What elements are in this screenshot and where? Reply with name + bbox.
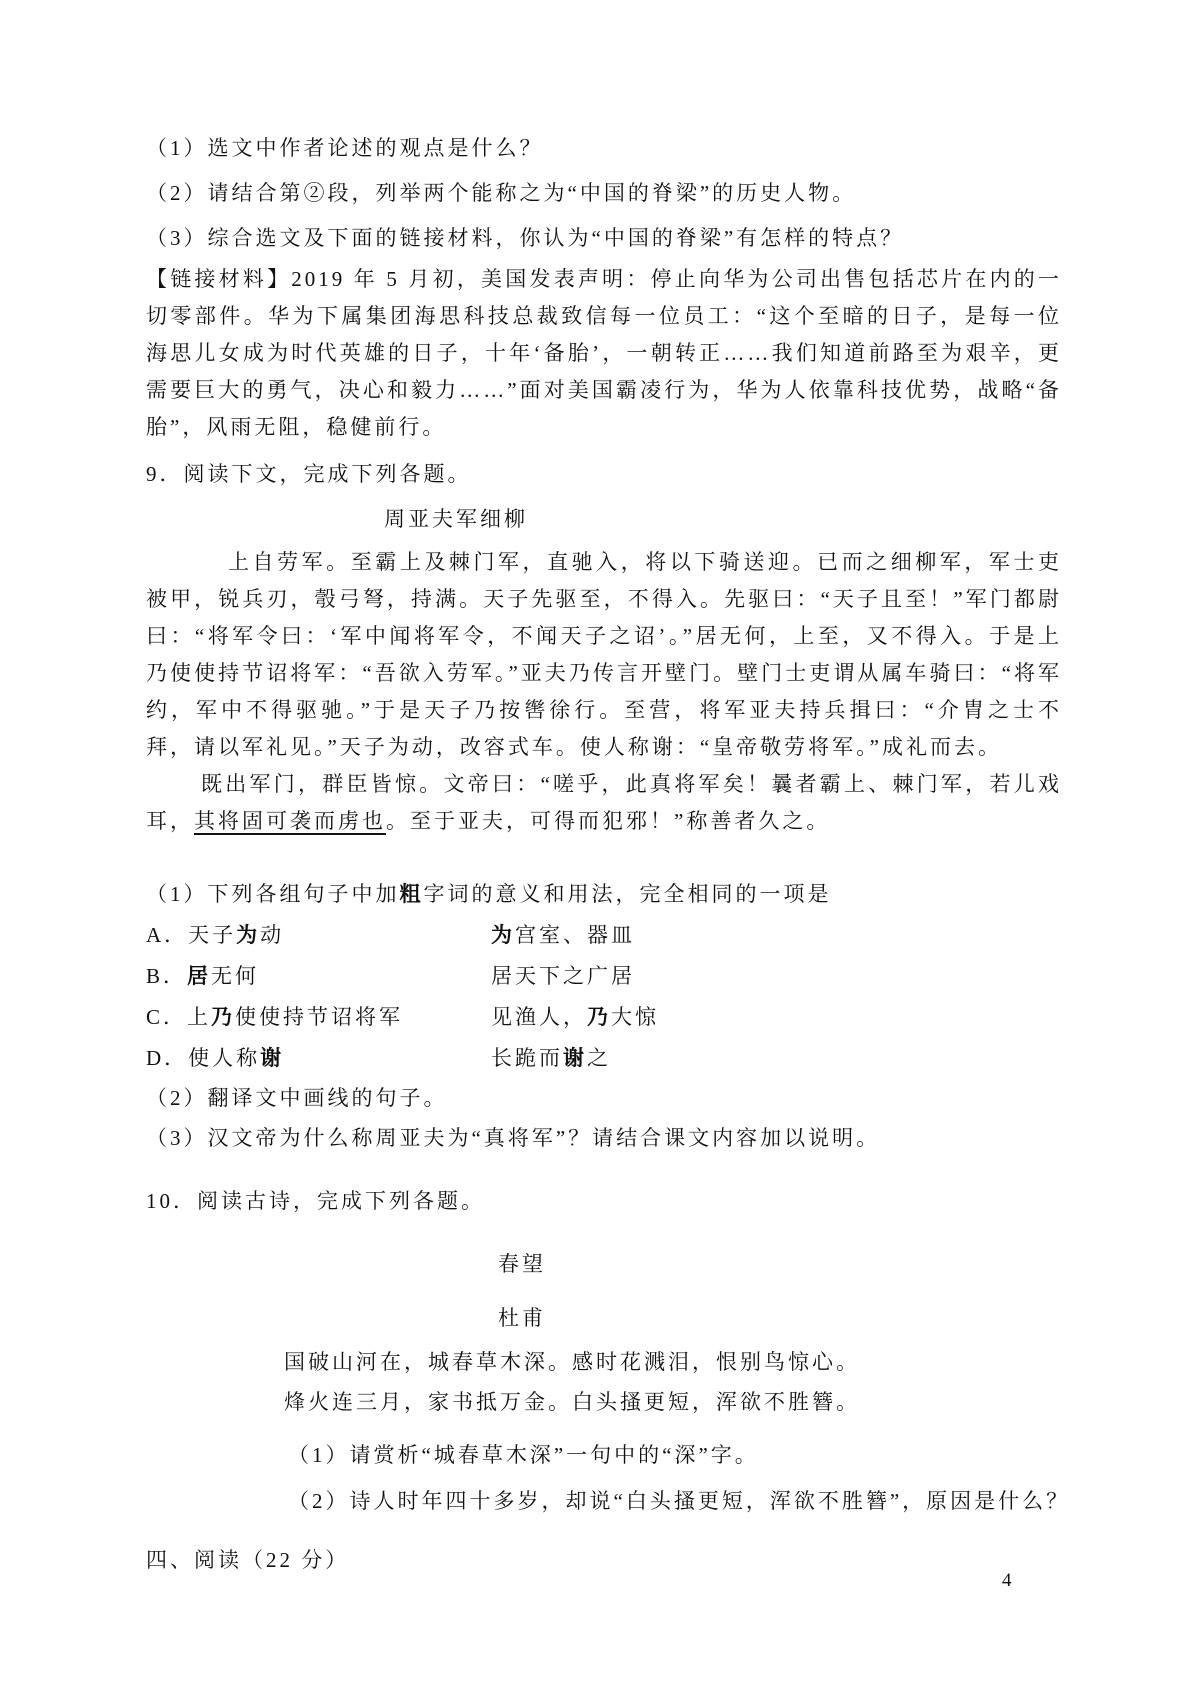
- q9-sub-question-2: （2）翻译文中画线的句子。: [146, 1086, 448, 1110]
- q10-stem: 10．阅读古诗，完成下列各题。: [146, 1189, 485, 1213]
- q9-options: [146, 917, 1062, 1077]
- option-row-c: [146, 999, 1062, 1036]
- option-label: B．: [146, 964, 188, 988]
- q9-passage-paragraph-2: 既出军门，群臣皆惊。文帝曰：“嗟乎，此真将军矣！曩者霸上、棘门军，若儿戏耳，其将固可袭而虏也。至于亚夫，可得而犯邪！”称善者久之。: [146, 772, 1062, 833]
- page-number: 4: [1002, 1570, 1012, 1591]
- option-right-text: 见渔人，乃大惊: [491, 1005, 659, 1029]
- option-left-text: 使人称谢: [188, 1046, 285, 1070]
- q10-sub-question-1: （1）请赏析“城春草木深”一句中的“深”字。: [288, 1443, 759, 1467]
- option-left-text: 上乃使使持节诏将军: [187, 1005, 404, 1029]
- q9-sub-question-1: （1）下列各组句子中加粗字词的意义和用法，完全相同的一项是: [146, 882, 832, 906]
- option-row-b: [146, 958, 1062, 995]
- option-row-a: [146, 917, 1062, 954]
- option-left-text: 居无何: [187, 964, 260, 988]
- question-line-1: （1）选文中作者论述的观点是什么？: [146, 136, 544, 160]
- page-content: [146, 126, 1071, 1600]
- poem-title: 春望: [498, 1252, 546, 1276]
- option-label: A．: [146, 923, 189, 947]
- option-right-text: 居天下之广居: [491, 964, 635, 988]
- poem-line-2: 烽火连三月，家书抵万金。白头搔更短，浑欲不胜簪。: [284, 1390, 860, 1414]
- option-row-d: [146, 1040, 1062, 1077]
- linked-material: 【链接材料】2019 年 5 月初，美国发表声明：停止向华为公司出售包括芯片在内的一切零部件。华为下属集团海思科技总裁致信每一位员工：“这个至暗的日子，是每一位海思儿女成为时代英雄的日子，十年‘备胎’，一朝转正……我们知道前路至为艰辛，更需要巨大的勇气，决心和毅力……”面对美国霸凌行为，华为人依靠科技优势，战略“备胎”，风雨无阻，稳健前行。: [146, 267, 1062, 439]
- poem-line-1: 国破山河在，城春草木深。感时花溅泪，恨别鸟惊心。: [284, 1350, 860, 1374]
- option-label: C．: [146, 1005, 188, 1029]
- section-four-heading: 四、阅读（22 分）: [146, 1548, 350, 1572]
- q9-stem: 9．阅读下文，完成下列各题。: [146, 462, 472, 486]
- option-label: D．: [146, 1046, 189, 1070]
- question-line-3: （3）综合选文及下面的链接材料，你认为“中国的脊梁”有怎样的特点？: [146, 226, 905, 250]
- q9-passage-paragraph-1: 上自劳军。至霸上及棘门军，直驰入，将以下骑送迎。已而之细柳军，军士吏被甲，锐兵刃，彀弓弩，持满。天子先驱至，不得入。先驱曰：“天子且至！”军门都尉曰：“将军令曰：‘军中闻将军令，不闻天子之诏’。”居无何，上至，又不得入。于是上乃使使持节诏将军：“吾欲入劳军。”亚夫乃传言开壁门。壁门士吏谓从属车骑曰：“将军约，军中不得驱驰。”于是天子乃按辔徐行。至营，将军亚夫持兵揖曰：“介胄之士不拜，请以军礼见。”天子为动，改容式车。使人称谢：“皇帝敬劳将军。”成礼而去。: [146, 550, 1062, 759]
- poem-author: 杜甫: [498, 1306, 546, 1330]
- option-right-text: 为宫室、器皿: [491, 923, 635, 947]
- q9-passage-title: 周亚夫军细柳: [384, 507, 528, 531]
- question-line-2: （2）请结合第②段，列举两个能称之为“中国的脊梁”的历史人物。: [146, 181, 857, 205]
- q9-sub-question-3: （3）汉文帝为什么称周亚夫为“真将军”？请结合课文内容加以说明。: [146, 1126, 881, 1150]
- option-right-text: 长跪而谢之: [491, 1046, 611, 1070]
- q10-sub-question-2: （2）诗人时年四十多岁，却说“白头搔更短，浑欲不胜簪”，原因是什么？: [288, 1489, 1071, 1513]
- option-left-text: 天子为动: [188, 923, 285, 947]
